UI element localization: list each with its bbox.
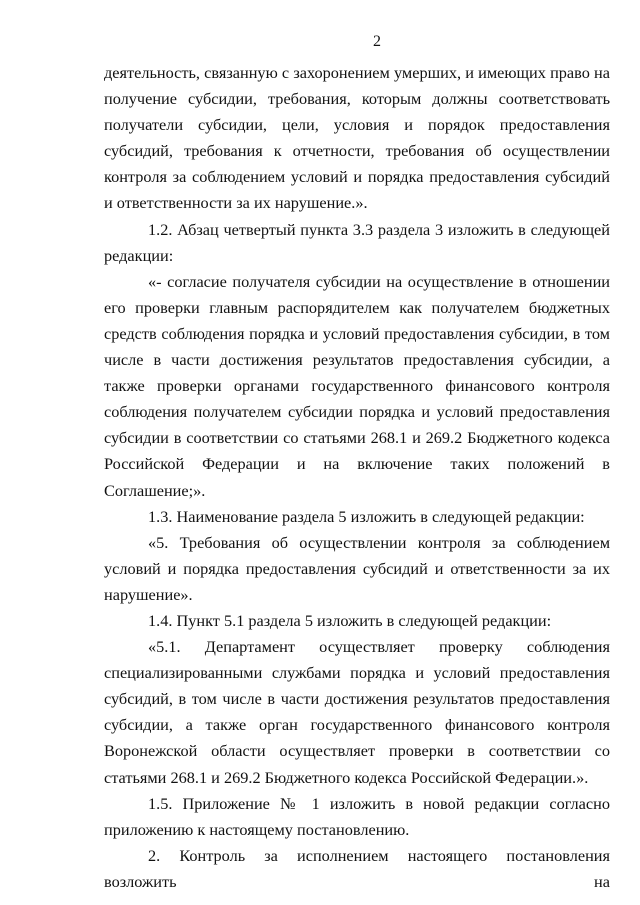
paragraph: деятельность, связанную с захоронением умерших, и имеющих право на получение субсидии, требования, которым должны соответствовать получатели субсидии, цели, условия и порядок предоставления субсидий, требования к отчетности, требования об осуществлении контроля за соблюдением условий и порядка предоставления субсидий и ответственности за их нарушение.».: [104, 63, 610, 213]
paragraph: «5.1. Департамент осуществляет проверку соблюдения специализированными службами порядка и условий предоставления субсидий, в том числе в части достижения результатов предоставления субсидии, а также орган государственного финансового контроля Воронежской области осуществляет проверки в соответствии со статьями 268.1 и 269.2 Бюджетного кодекса Российской Федерации.».: [104, 637, 610, 787]
paragraph: 1.3. Наименование раздела 5 изложить в следующей редакции:: [148, 506, 585, 526]
paragraph: 2. Контроль за исполнением настоящего постановления возложить на: [104, 845, 610, 891]
page-number: 2: [373, 33, 381, 50]
paragraph: «5. Требования об осуществлении контроля за соблюдением условий и порядка предоставления субсидий и ответственности за их нарушение».: [104, 532, 610, 604]
paragraph: «- согласие получателя субсидии на осуществление в отношении его проверки главным распорядителем как получателем бюджетных средств соблюдения порядка и условий предоставления субсидии, в том числе в части достижения результатов предоставления субсидии, а также проверки органами государственного финансового контроля соблюдения получателем субсидии порядка и условий предоставления субсидии в соответствии со статьями 268.1 и 269.2 Бюджетного кодекса Российской Федерации и на включение таких положений в Соглашение;».: [104, 271, 610, 500]
paragraph: 1.4. Пункт 5.1 раздела 5 изложить в следующей редакции:: [148, 610, 552, 630]
paragraph: 1.2. Абзац четвертый пункта 3.3 раздела 3 изложить в следующей редакции:: [104, 219, 610, 265]
paragraph: 1.5. Приложение № 1 изложить в новой редакции согласно приложению к настоящему постановлению.: [104, 793, 610, 839]
document-body: [104, 60, 610, 895]
